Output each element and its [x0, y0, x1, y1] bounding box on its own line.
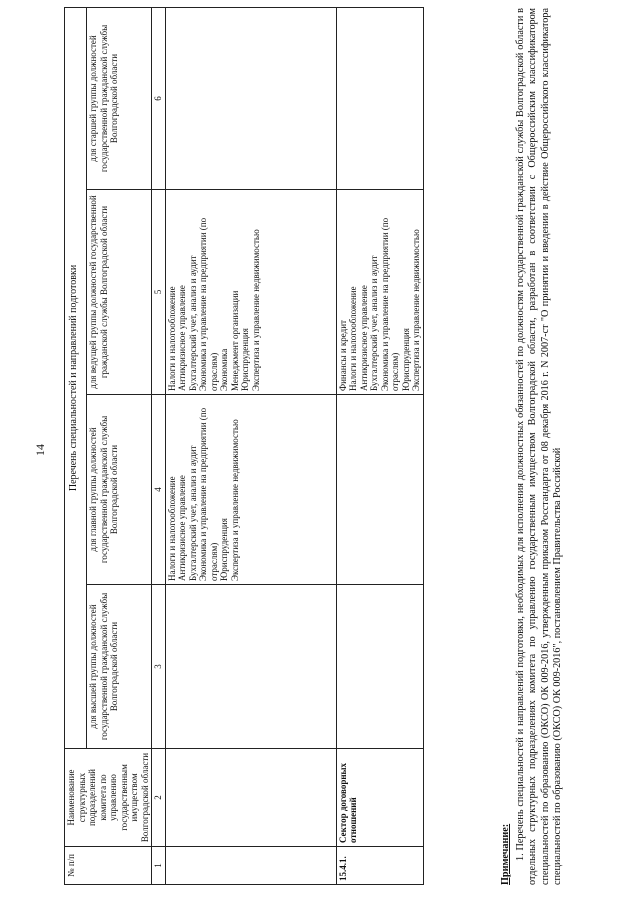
row-highest-specialties	[165, 585, 336, 749]
table-row	[165, 7, 336, 884]
specialty-item: Экономика	[219, 348, 229, 391]
header-highest-group: для высшей группы должностей государственной гражданской службы Волгоградской области	[87, 585, 152, 749]
col-number: 4	[152, 395, 166, 585]
row-department	[165, 749, 336, 847]
specialty-item: Экспертиза и управление недвижимостью	[250, 229, 261, 391]
header-specialties-list: Перечень специальностей и направлений подготовки	[65, 7, 87, 748]
specialty-item: Налоги и налогообложение	[166, 476, 177, 581]
specialty-item: Налоги и налогообложение	[166, 286, 177, 391]
specialty-item: Налоги и налогообложение	[348, 286, 358, 391]
page-number: 14	[33, 444, 47, 456]
note-title: Примечание:	[500, 823, 511, 885]
col-number: 2	[152, 749, 166, 847]
row-main-specialties	[336, 395, 423, 585]
header-senior-group: для старшей группы должностей государственной гражданской службы Волгоградской области	[87, 7, 152, 189]
specialties-table	[64, 7, 424, 885]
row-leading-specialties	[165, 190, 336, 395]
specialty-item: Экономика и управление на предприятии (по отраслям)	[198, 407, 219, 581]
specialty-item: Экономика и управление на предприятии (по отраслям)	[379, 217, 400, 391]
specialty-item: Экспертиза и управление недвижимостью	[411, 229, 421, 391]
specialty-item: Экспертиза и управление недвижимостью	[229, 419, 240, 581]
row-highest-specialties	[336, 585, 423, 749]
row-number	[165, 847, 336, 885]
row-senior-specialties	[336, 7, 423, 189]
specialty-item: Антикризисное управление	[177, 285, 187, 391]
specialty-item: Менеджмент организации	[229, 290, 240, 391]
specialty-item: Бухгалтерский учет, анализ и аудит	[187, 255, 198, 391]
specialty-item: Бухгалтерский учет, анализ и аудит	[187, 445, 198, 581]
column-number-row	[152, 7, 166, 884]
header-row-1	[65, 7, 87, 884]
header-leading-group: для ведущей группы должностей государственной гражданской службы Волгоградской области	[87, 190, 152, 395]
specialty-item: Экономика и управление на предприятии (по отраслям)	[198, 217, 219, 391]
note-text: 1. Перечень специальностей и направлений подготовки, необходимых для исполнения должностных обязанностей по должностям государственной гражданской службы Волгоградской области в отдельных структурных подразделениях комитета по управлению государственным имуществом Волгоградской области, разработан в соответствии с Общероссийским классификатором специальностей по образованию (ОКСО) ОК 009-2016, утвержденным приказом Росстандарта от 08 декабря 2016 г. N 2007-ст "О принятии и введении в действие Общероссийского классификатора специальностей по образованию (ОКСО) ОК 009-2016", постановлением Правительства Российской	[514, 8, 564, 885]
specialty-item: Юриспруденция	[219, 518, 229, 581]
row-department: Сектор договорных отношений	[336, 749, 423, 847]
row-main-specialties	[165, 395, 336, 585]
row-senior-specialties	[165, 7, 336, 189]
col-number: 3	[152, 585, 166, 749]
specialty-item: Финансы и кредит	[337, 320, 348, 391]
col-number: 1	[152, 847, 166, 885]
specialty-item: Юриспруденция	[240, 328, 250, 391]
specialty-item: Антикризисное управление	[177, 475, 187, 581]
header-main-group: для главной группы должностей государственной гражданской службы Волгоградской области	[87, 395, 152, 585]
note-section	[500, 8, 565, 885]
header-department-name: Наименование структурных подразделений комитета по управлению государственным имуществом Волгоградской области	[65, 749, 152, 847]
col-number: 5	[152, 190, 166, 395]
row-leading-specialties	[336, 190, 423, 395]
header-no: № п/п	[65, 847, 152, 885]
table-row	[336, 7, 423, 884]
row-number: 15.4.1.	[336, 847, 423, 885]
col-number: 6	[152, 7, 166, 189]
specialty-item: Антикризисное управление	[358, 285, 369, 391]
specialty-item: Бухгалтерский учет, анализ и аудит	[369, 255, 379, 391]
specialty-item: Юриспруденция	[400, 328, 411, 391]
